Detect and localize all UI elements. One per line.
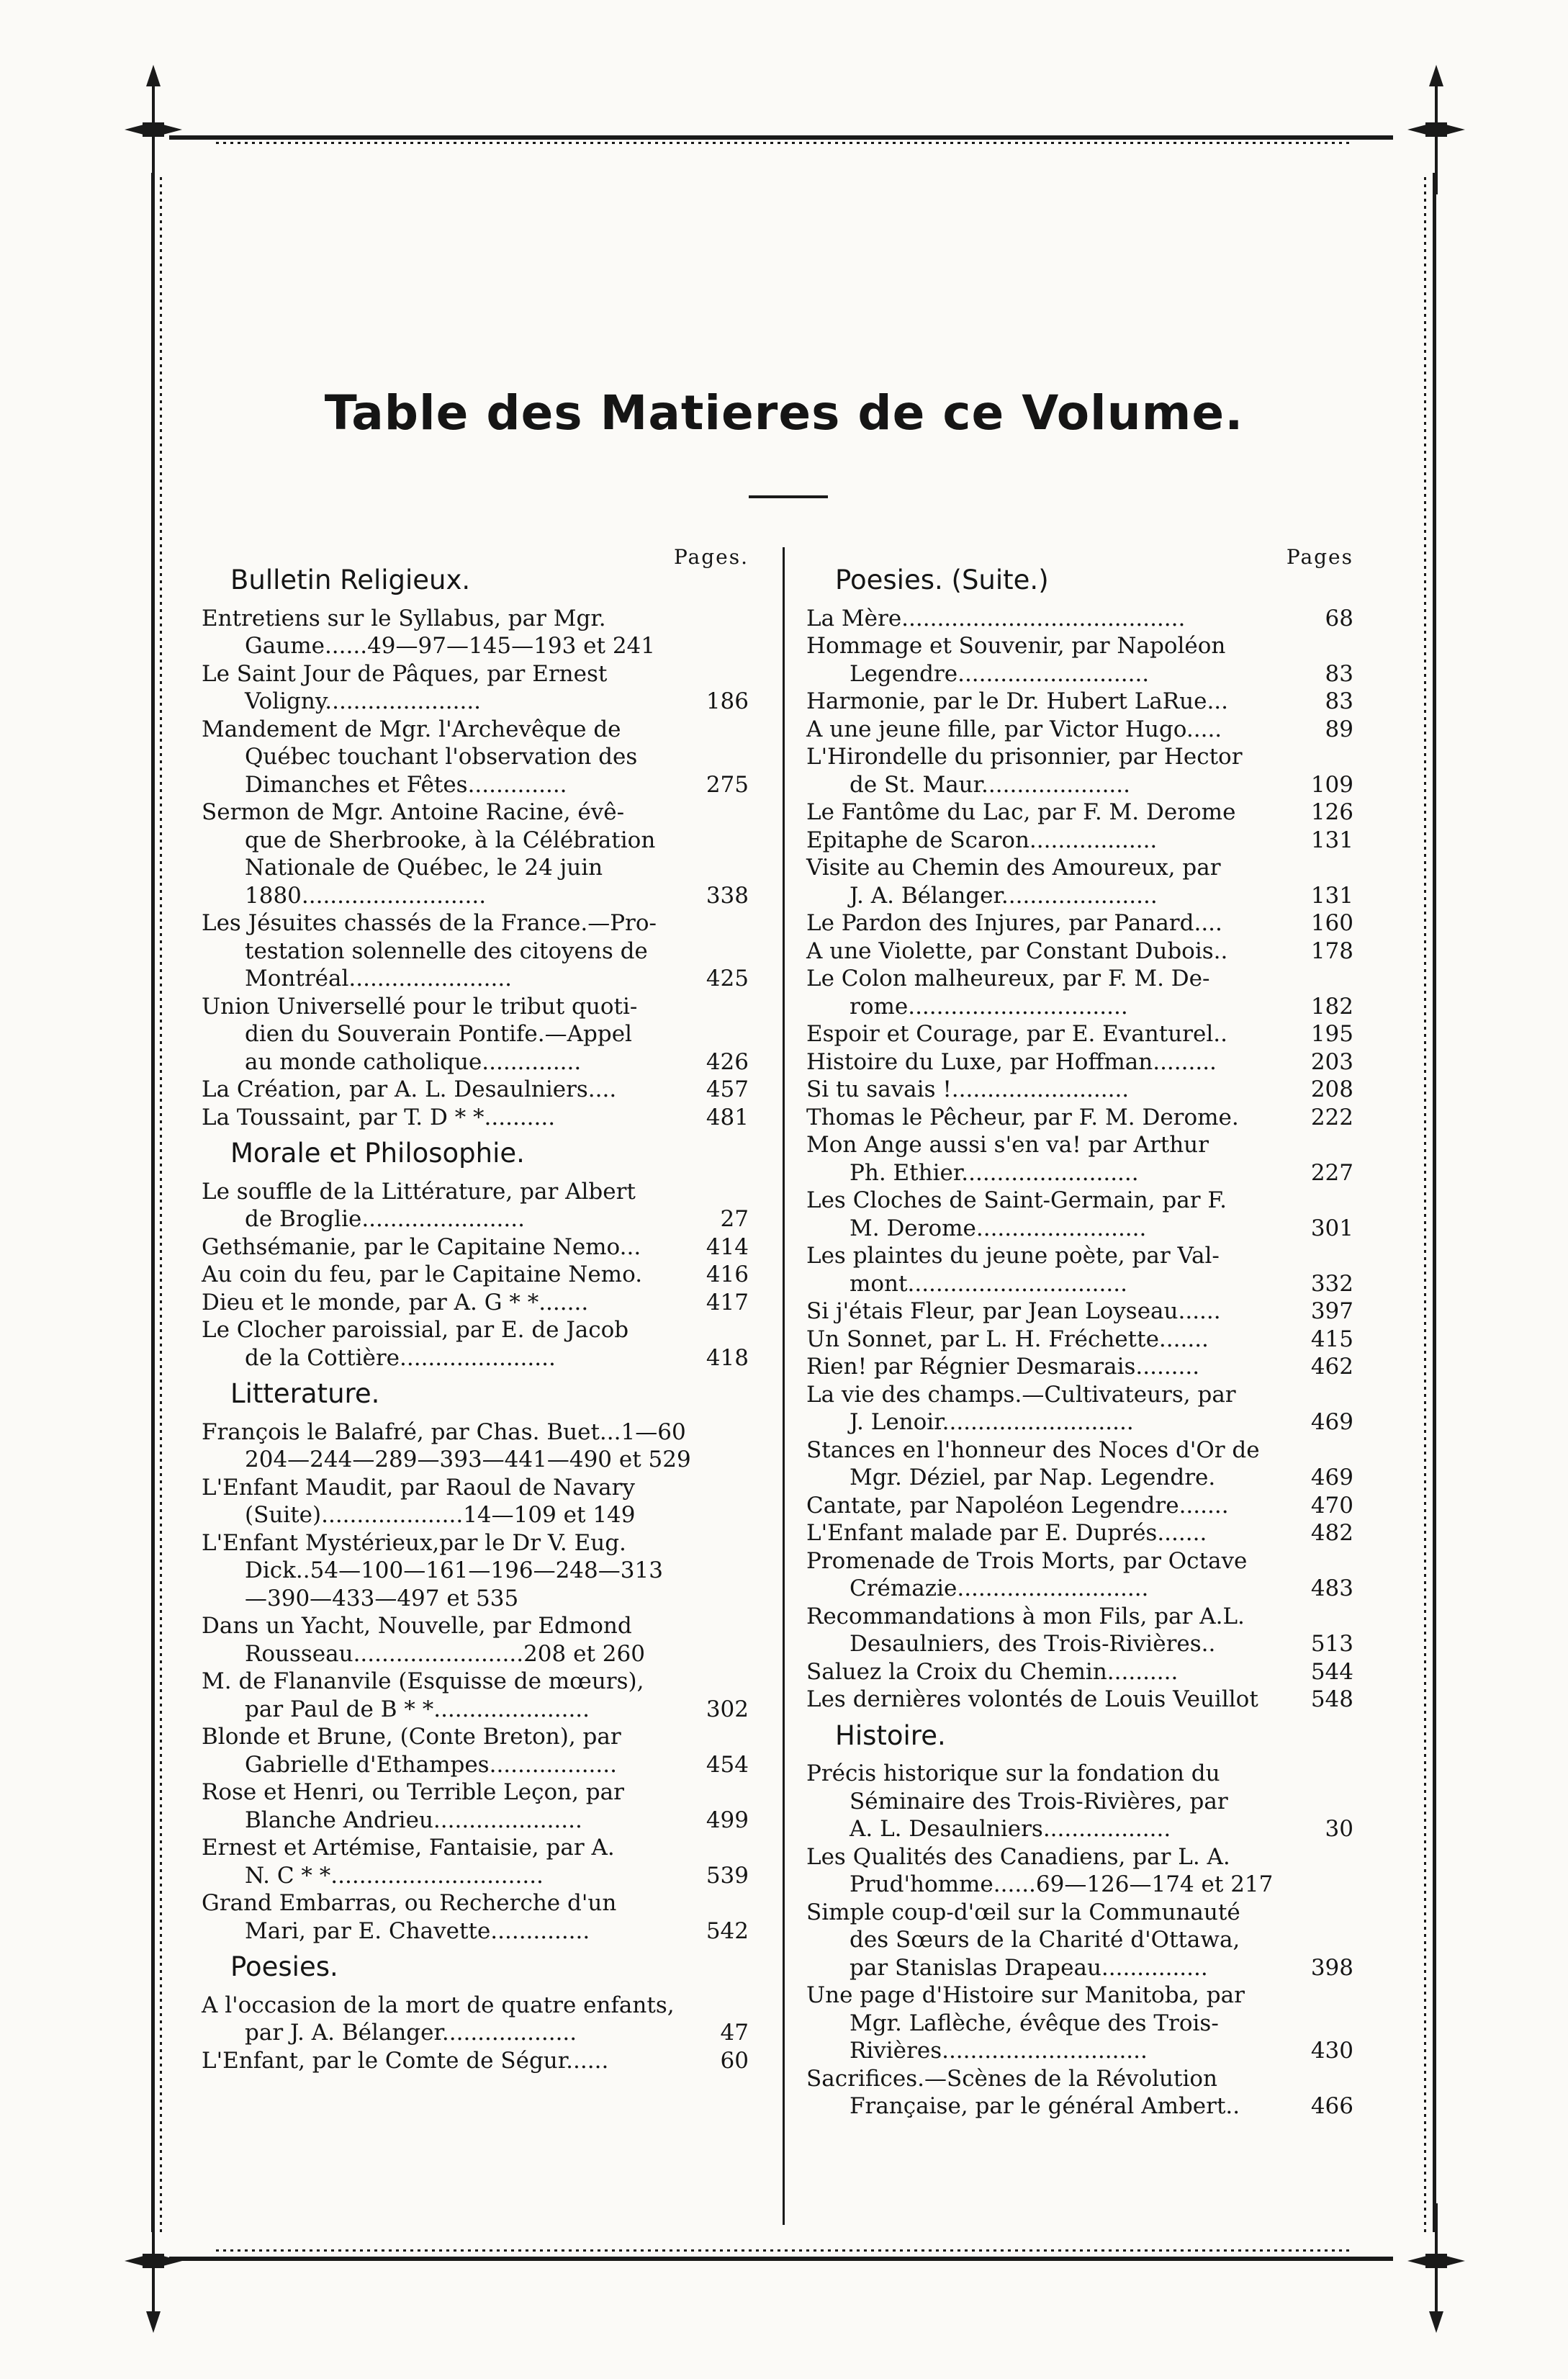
toc-entry-page: 417 [706, 1289, 749, 1316]
toc-entry-title: Saluez la Croix du Chemin.......... [806, 1658, 1179, 1685]
toc-entry-title: par Stanislas Drapeau............... [850, 1954, 1208, 1981]
frame-bottom-dotted [216, 2249, 1353, 2252]
toc-entry [806, 965, 1353, 993]
toc-entry [202, 632, 749, 660]
toc-entry-title: Stances en l'honneur des Noces d'Or de [806, 1436, 1260, 1463]
toc-entry [202, 1344, 749, 1372]
toc-entry-page: 481 [706, 1104, 749, 1130]
toc-entry [806, 1899, 1353, 1927]
toc-entry [202, 743, 749, 771]
toc-entry-title: Sermon de Mgr. Antoine Racine, évê- [202, 799, 625, 825]
toc-entry [806, 882, 1353, 910]
toc-entry-title: Gaume......49—97—145—193 et 241 [245, 633, 655, 659]
toc-entry [806, 632, 1353, 660]
toc-entry-title: Rivières............................. [850, 2038, 1148, 2064]
toc-entry-title: L'Enfant malade par E. Duprés....... [806, 1520, 1207, 1546]
toc-entry-title: (Suite)....................14—109 et 149 [245, 1502, 636, 1528]
toc-entry [202, 1233, 749, 1262]
toc-entry-title: Mgr. Laflèche, évêque des Trois- [850, 2010, 1219, 2036]
toc-entry-title: Mandement de Mgr. l'Archevêque de [202, 716, 621, 742]
toc-entry-title: Dick..54—100—161—196—248—313 [245, 1557, 663, 1583]
left-sections [202, 567, 749, 2082]
toc-entry [202, 1446, 749, 1474]
toc-entry-title: Sacrifices.—Scènes de la Révolution [806, 2065, 1218, 2092]
toc-entry-title: La Création, par A. L. Desaulniers.... [202, 1076, 617, 1102]
toc-entry [202, 827, 749, 855]
toc-entry-title: Le Colon malheureux, par F. M. De- [806, 966, 1210, 991]
toc-entry [202, 1529, 749, 1557]
toc-entry-page: 398 [1310, 1954, 1353, 1981]
toc-entry-page: 178 [1310, 937, 1353, 964]
frame-top-border [169, 135, 1393, 140]
toc-entry-title: Espoir et Courage, par E. Evanturel.. [806, 1021, 1227, 1047]
toc-entry [806, 993, 1353, 1021]
toc-entry-page: 542 [706, 1917, 749, 1944]
toc-entry [806, 937, 1353, 966]
toc-entry [806, 2065, 1353, 2093]
toc-entry [806, 1788, 1353, 1816]
toc-entry-page: 126 [1310, 799, 1353, 825]
toc-entry-title: Epitaphe de Scaron.................. [806, 827, 1158, 853]
toc-entry-page: 160 [1310, 910, 1353, 936]
toc-entry-title: J. Lenoir........................... [850, 1409, 1134, 1435]
frame-right-border [1433, 173, 1436, 2232]
toc-entry [202, 799, 749, 827]
toc-entry-title: Rose et Henri, ou Terrible Leçon, par [202, 1779, 624, 1805]
toc-entry [806, 605, 1353, 633]
toc-entry [202, 1076, 749, 1104]
toc-entry-title: Rousseau........................208 et 260 [245, 1640, 645, 1667]
toc-entry [202, 1178, 749, 1206]
toc-entry-page: 539 [706, 1862, 749, 1889]
toc-entry-page: 469 [1310, 1409, 1353, 1435]
column-divider [783, 547, 785, 2225]
toc-entry-title: —390—433—497 et 535 [245, 1585, 519, 1611]
toc-entry [806, 1843, 1353, 1871]
toc-entry-title: Dieu et le monde, par A. G * *....... [202, 1289, 589, 1316]
toc-entry [202, 965, 749, 993]
toc-entry-title: 204—244—289—393—441—490 et 529 [245, 1447, 691, 1472]
toc-entry-page: 430 [1310, 2038, 1353, 2064]
section-heading: Poesies. (Suite.) [835, 565, 1049, 595]
toc-entry-title: Crémazie........................... [850, 1575, 1149, 1601]
toc-entry [806, 799, 1353, 827]
toc-entry [806, 1630, 1353, 1658]
toc-entry [202, 1889, 749, 1917]
toc-entry [202, 1640, 749, 1668]
section-heading: Litterature. [230, 1378, 380, 1409]
toc-entry-title: Un Sonnet, par L. H. Fréchette....... [806, 1326, 1209, 1352]
toc-entry [806, 1464, 1353, 1492]
frame-top-dotted [216, 142, 1353, 144]
toc-entry-title: Prud'homme......69—126—174 et 217 [850, 1871, 1274, 1897]
toc-entry-title: Une page d'Histoire sur Manitoba, par [806, 1982, 1245, 2008]
toc-entry [202, 1862, 749, 1890]
toc-entry-page: 466 [1310, 2093, 1353, 2119]
toc-entry-title: Hommage et Souvenir, par Napoléon [806, 633, 1226, 659]
toc-entry-title: Nationale de Québec, le 24 juin [245, 855, 603, 881]
toc-entry-page: 454 [706, 1751, 749, 1778]
toc-entry [202, 2019, 749, 2047]
toc-entry-title: Les Jésuites chassés de la France.—Pro- [202, 910, 657, 936]
toc-entry [202, 909, 749, 937]
toc-entry [806, 1131, 1353, 1159]
toc-entry-page: 425 [706, 966, 749, 991]
toc-entry-page: 89 [1325, 716, 1353, 742]
toc-entry [806, 1658, 1353, 1686]
toc-entry [806, 1575, 1353, 1603]
toc-entry-page: 275 [706, 771, 749, 798]
toc-entry-title: Si tu savais !......................... [806, 1076, 1130, 1102]
toc-entry-title: J. A. Bélanger...................... [850, 882, 1158, 909]
toc-entry-title: Les dernières volontés de Louis Veuillot [806, 1686, 1258, 1712]
toc-entry [202, 1778, 749, 1807]
toc-entry-title: Gethsémanie, par le Capitaine Nemo... [202, 1233, 641, 1260]
toc-entry [806, 688, 1353, 716]
toc-entry-title: Histoire du Luxe, par Hoffman......... [806, 1048, 1217, 1075]
toc-entry-title: des Sœurs de la Charité d'Ottawa, [850, 1927, 1240, 1953]
pages-header-right: Pages [1286, 545, 1353, 569]
toc-entry-title: M. de Flananvile (Esquisse de mœurs), [202, 1668, 644, 1694]
toc-entry-title: Mari, par E. Chavette.............. [245, 1917, 590, 1944]
toc-entry [806, 1270, 1353, 1298]
toc-entry [806, 1686, 1353, 1714]
toc-entry-page: 483 [1310, 1575, 1353, 1601]
toc-entry [202, 1612, 749, 1640]
frame-left-border [151, 173, 155, 2232]
toc-entry-page: 544 [1310, 1658, 1353, 1685]
toc-entry [202, 1418, 749, 1447]
toc-entry-page: 83 [1325, 660, 1353, 687]
toc-entry [806, 2037, 1353, 2065]
toc-entry-page: 457 [706, 1076, 749, 1102]
toc-entry-title: Mgr. Déziel, par Nap. Legendre. [850, 1465, 1216, 1490]
toc-entry-title: Blanche Andrieu..................... [245, 1807, 582, 1833]
toc-entry [202, 1501, 749, 1529]
toc-entry-page: 332 [1310, 1270, 1353, 1297]
toc-entry-title: de la Cottière...................... [245, 1344, 556, 1371]
toc-entry-title: Recommandations à mon Fils, par A.L. [806, 1603, 1245, 1629]
toc-entry-title: A l'occasion de la mort de quatre enfants, [202, 1992, 675, 2018]
toc-entry [806, 1159, 1353, 1187]
toc-entry [202, 1289, 749, 1317]
toc-entry-title: L'Enfant Maudit, par Raoul de Navary [202, 1474, 635, 1501]
toc-entry [202, 716, 749, 744]
toc-entry [806, 827, 1353, 855]
toc-entry [806, 1760, 1353, 1788]
toc-entry-page: 131 [1310, 827, 1353, 853]
toc-entry-title: L'Enfant, par le Comte de Ségur...... [202, 2047, 609, 2074]
toc-entry-title: Précis historique sur la fondation du [806, 1760, 1220, 1786]
toc-entry-title: Séminaire des Trois-Rivières, par [850, 1788, 1228, 1814]
toc-entry [202, 1104, 749, 1132]
corner-ornament-bottom-right-icon [1393, 2189, 1479, 2333]
toc-entry-page: 186 [706, 688, 749, 714]
toc-entry [806, 1603, 1353, 1631]
corner-ornament-top-left-icon [110, 65, 197, 209]
toc-entry-title: Simple coup-d'œil sur la Communauté [806, 1899, 1240, 1925]
toc-entry [806, 660, 1353, 688]
toc-entry-page: 60 [720, 2047, 749, 2074]
toc-entry-title: Gabrielle d'Ethampes.................. [245, 1751, 617, 1778]
toc-entry-page: 109 [1310, 771, 1353, 798]
toc-entry-page: 302 [706, 1696, 749, 1722]
toc-entry-title: L'Enfant Mystérieux,par le Dr V. Eug. [202, 1529, 626, 1556]
section-gap [202, 2074, 749, 2082]
toc-entry-page: 208 [1310, 1076, 1353, 1102]
toc-entry-title: Entretiens sur le Syllabus, par Mgr. [202, 605, 606, 631]
toc-entry-title: N. C * *.............................. [245, 1862, 544, 1889]
toc-entry-title: Thomas le Pêcheur, par F. M. Derome. [806, 1104, 1239, 1130]
right-column [806, 544, 1353, 2128]
toc-entry-page: 227 [1310, 1159, 1353, 1186]
toc-entry-title: Blonde et Brune, (Conte Breton), par [202, 1724, 621, 1750]
toc-entry [202, 854, 749, 882]
toc-entry-title: Union Universellé pour le tribut quoti- [202, 993, 638, 1020]
toc-entry [202, 1585, 749, 1613]
frame-right-dotted [1424, 173, 1426, 2232]
toc-entry-title: Promenade de Trois Morts, par Octave [806, 1547, 1248, 1574]
toc-entry-title: de St. Maur..................... [850, 771, 1130, 798]
toc-entry-title: A une Violette, par Constant Dubois.. [806, 937, 1228, 964]
toc-entry-title: Dans un Yacht, Nouvelle, par Edmond [202, 1613, 632, 1639]
toc-entry-title: mont............................... [850, 1270, 1127, 1297]
toc-entry-title: Les Qualités des Canadiens, par L. A. [806, 1843, 1230, 1870]
toc-entry-page: 27 [720, 1206, 749, 1232]
toc-entry [806, 1871, 1353, 1899]
toc-entry-title: Ph. Ethier......................... [850, 1159, 1139, 1186]
toc-entry-title: L'Hirondelle du prisonnier, par Hector [806, 744, 1243, 770]
toc-entry [202, 993, 749, 1021]
corner-ornament-bottom-left-icon [110, 2189, 197, 2333]
toc-entry-page: 418 [706, 1344, 749, 1371]
toc-entry-page: 462 [1310, 1354, 1353, 1380]
toc-entry-title: Dimanches et Fêtes.............. [245, 771, 567, 798]
toc-entry-title: M. Derome........................ [850, 1215, 1147, 1241]
toc-entry [806, 1436, 1353, 1465]
toc-entry [806, 1104, 1353, 1132]
right-sections [806, 567, 1353, 2128]
section-gap [806, 1714, 1353, 1721]
toc-entry [202, 1316, 749, 1344]
toc-entry [806, 1492, 1353, 1520]
toc-entry [202, 882, 749, 910]
toc-entry-title: par Paul de B * *...................... [245, 1696, 590, 1722]
toc-entry-title: A. L. Desaulniers.................. [850, 1816, 1171, 1842]
toc-entry-title: testation solennelle des citoyens de [245, 937, 648, 964]
toc-entry-page: 414 [706, 1233, 749, 1260]
corner-ornament-top-right-icon [1393, 65, 1479, 209]
toc-entry-title: Grand Embarras, ou Recherche d'un [202, 1890, 617, 1916]
toc-entry-page: 469 [1310, 1465, 1353, 1490]
toc-entry [806, 2092, 1353, 2121]
toc-entry-page: 83 [1325, 688, 1353, 714]
toc-entry [806, 854, 1353, 882]
toc-entry-title: Le Pardon des Injures, par Panard.... [806, 910, 1222, 936]
toc-entry-title: Legendre........................... [850, 660, 1150, 687]
toc-entry [806, 1326, 1353, 1354]
toc-entry [202, 1474, 749, 1502]
toc-entry [202, 1020, 749, 1048]
toc-entry [202, 1668, 749, 1696]
pages-header-left: Pages. [673, 545, 749, 569]
toc-entry [806, 1298, 1353, 1326]
toc-entry [806, 1547, 1353, 1575]
toc-entry [806, 1215, 1353, 1243]
toc-entry-title: Voligny...................... [245, 688, 482, 714]
toc-entry [202, 688, 749, 716]
toc-entry [806, 1519, 1353, 1547]
toc-entry-page: 301 [1310, 1215, 1353, 1241]
section-heading: Morale et Philosophie. [230, 1138, 525, 1169]
toc-entry-title: Le souffle de la Littérature, par Albert [202, 1178, 636, 1205]
toc-entry-title: Montréal....................... [245, 966, 513, 991]
toc-entry [806, 2010, 1353, 2038]
toc-entry [806, 716, 1353, 744]
toc-entry [202, 1807, 749, 1835]
toc-entry-title: dien du Souverain Pontife.—Appel [245, 1021, 632, 1047]
toc-entry-title: Française, par le général Ambert.. [850, 2093, 1240, 2119]
toc-entry [806, 1076, 1353, 1104]
toc-entry-title: La Toussaint, par T. D * *.......... [202, 1104, 556, 1130]
toc-entry [806, 1353, 1353, 1381]
toc-entry [202, 1834, 749, 1862]
toc-entry [806, 1926, 1353, 1954]
toc-entry-page: 397 [1310, 1298, 1353, 1324]
section-gap [806, 2121, 1353, 2128]
toc-entry-title: Desaulniers, des Trois-Rivières.. [850, 1631, 1216, 1657]
section-heading: Poesies. [230, 1951, 338, 1982]
toc-entry [202, 1205, 749, 1233]
toc-entry [202, 1723, 749, 1751]
toc-entry-title: Ernest et Artémise, Fantaisie, par A. [202, 1835, 615, 1861]
toc-entry-page: 30 [1325, 1816, 1353, 1842]
toc-entry-title: La Mère........................................ [806, 605, 1186, 631]
toc-entry [806, 909, 1353, 937]
toc-entry [202, 1696, 749, 1724]
toc-entry [806, 771, 1353, 799]
toc-entry-page: 131 [1310, 882, 1353, 909]
toc-entry-title: La vie des champs.—Cultivateurs, par [806, 1381, 1236, 1408]
toc-entry [806, 1187, 1353, 1215]
section-heading: Bulletin Religieux. [230, 565, 471, 595]
toc-entry-page: 338 [706, 882, 749, 909]
toc-entry-title: Québec touchant l'observation des [245, 744, 638, 770]
toc-entry [202, 605, 749, 633]
toc-entry [202, 2047, 749, 2075]
toc-entry-title: Le Saint Jour de Pâques, par Ernest [202, 660, 608, 687]
frame-bottom-border [169, 2257, 1393, 2261]
toc-entry-title: Harmonie, par le Dr. Hubert LaRue... [806, 688, 1229, 714]
toc-entry-page: 482 [1310, 1520, 1353, 1546]
toc-entry-page: 222 [1310, 1104, 1353, 1130]
toc-entry-title: 1880.......................... [245, 882, 487, 909]
toc-entry-title: Les plaintes du jeune poète, par Val- [806, 1243, 1220, 1269]
toc-entry-page: 499 [706, 1807, 749, 1833]
toc-entry-title: Rien! par Régnier Desmarais......... [806, 1354, 1200, 1380]
toc-entry [202, 1048, 749, 1076]
toc-entry [806, 743, 1353, 771]
toc-entry-page: 47 [720, 2020, 749, 2046]
toc-entry-title: de Broglie....................... [245, 1206, 525, 1232]
toc-entry-title: Cantate, par Napoléon Legendre....... [806, 1492, 1229, 1519]
toc-entry [806, 1815, 1353, 1843]
toc-entry-page: 182 [1310, 993, 1353, 1020]
toc-entry-title: Visite au Chemin des Amoureux, par [806, 855, 1221, 881]
page-title: Table des Matieres de ce Volume. [324, 385, 1244, 441]
toc-entry-title: Les Cloches de Saint-Germain, par F. [806, 1187, 1227, 1213]
toc-entry-title: que de Sherbrooke, à la Célébration [245, 827, 656, 853]
toc-entry-page: 548 [1310, 1686, 1353, 1712]
toc-entry [202, 771, 749, 799]
toc-entry [806, 1408, 1353, 1436]
toc-entry-title: par J. A. Bélanger................... [245, 2020, 577, 2046]
toc-entry [806, 1982, 1353, 2010]
toc-entry [202, 660, 749, 688]
toc-entry [202, 1557, 749, 1585]
section-heading: Histoire. [835, 1719, 946, 1751]
toc-entry-title: François le Balafré, par Chas. Buet...1—60 [202, 1418, 686, 1445]
toc-entry [202, 1917, 749, 1946]
toc-entry [202, 1751, 749, 1779]
toc-entry-page: 416 [706, 1262, 749, 1287]
toc-entry-title: Le Clocher paroissial, par E. de Jacob [202, 1317, 629, 1343]
toc-entry-page: 68 [1325, 605, 1353, 631]
toc-entry-page: 470 [1310, 1492, 1353, 1519]
toc-entry-page: 415 [1310, 1326, 1353, 1352]
toc-entry-title: Au coin du feu, par le Capitaine Nemo. [202, 1262, 643, 1287]
toc-entry [806, 1048, 1353, 1076]
toc-entry [202, 1992, 749, 2020]
toc-entry-page: 426 [706, 1048, 749, 1075]
toc-entry-page: 513 [1310, 1631, 1353, 1657]
left-column [202, 544, 749, 2082]
toc-entry-title: Le Fantôme du Lac, par F. M. Derome [806, 799, 1236, 825]
toc-entry-title: Mon Ange aussi s'en va! par Arthur [806, 1132, 1209, 1158]
toc-entry-title: Si j'étais Fleur, par Jean Loyseau...... [806, 1298, 1221, 1324]
toc-entry-page: 195 [1310, 1021, 1353, 1047]
toc-entry [806, 1381, 1353, 1409]
toc-entry [202, 937, 749, 966]
toc-entry-title: au monde catholique.............. [245, 1048, 582, 1075]
toc-entry-title: A une jeune fille, par Victor Hugo..... [806, 716, 1222, 742]
toc-entry [202, 1261, 749, 1289]
title-rule [749, 495, 828, 498]
toc-entry-page: 203 [1310, 1048, 1353, 1075]
toc-entry-title: rome............................... [850, 993, 1128, 1020]
frame-left-dotted [160, 173, 162, 2232]
toc-entry [806, 1242, 1353, 1270]
toc-entry [806, 1020, 1353, 1048]
toc-entry [806, 1954, 1353, 1982]
